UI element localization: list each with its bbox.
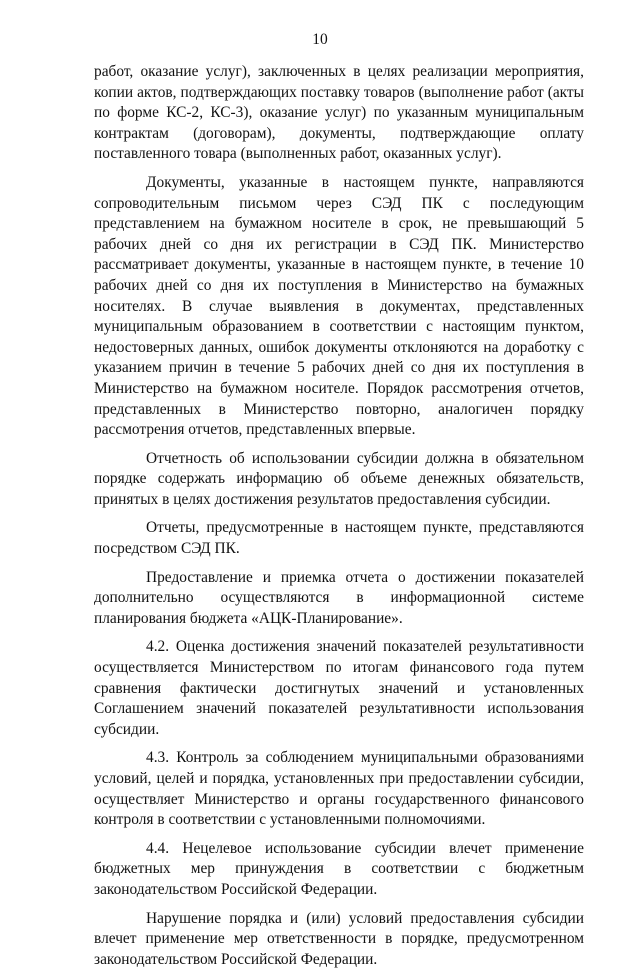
page-number: 10 <box>312 31 328 48</box>
paragraph-4-3-control: 4.3. Контроль за соблюдением муниципальными образованиями условий, целей и порядка, установленных при предоставлении субсидии, осуществляет Министерство и органы государственного финансового контроля в соответствии с установленными полномочиями. <box>94 749 584 829</box>
paragraph-4-4-misuse: 4.4. Нецелевое использование субсидии влечет применение бюджетных мер принуждения в соответствии с бюджетным законодательством Российской Федерации. <box>94 839 584 898</box>
paragraph-4-2-evaluation: 4.2. Оценка достижения значений показателей результативности осуществляется Министерством по итогам финансового года путем сравнения фактически достигнутых значений и установленных Соглашением значений показателей результативности использования субсидии. <box>94 638 584 738</box>
document-body <box>94 62 584 978</box>
paragraph-documents-submission: Документы, указанные в настоящем пункте, направляются сопроводительным письмом через СЭД ПК с последующим представлением на бумажном носителе в срок, не превышающий 5 рабочих дней со дня их регистрации в СЭД ПК. Министерство рассматривает документы, указанные в настоящем пункте, в течение 10 рабочих дней со дня их поступления в Министерство на бумажных носителях. В случае выявления в документах, представленных муниципальным образованием в соответствии с настоящим пунктом, недостоверных данных, ошибок документы отклоняются на доработку с указанием причин в течение 5 рабочих дней со дня их поступления в Министерство на бумажном носителе. Порядок рассмотрения отчетов, представленных в Министерство повторно, аналогичен порядку рассмотрения отчетов, представленных впервые. <box>94 173 584 439</box>
paragraph-reports-via-sed: Отчеты, предусмотренные в настоящем пункте, представляются посредством СЭД ПК. <box>94 519 584 558</box>
paragraph-ack-planning: Предоставление и приемка отчета о достижении показателей дополнительно осуществляются в информационной системе планирования бюджета «АЦК-Планирование». <box>94 568 584 627</box>
paragraph-continuation: работ, оказание услуг), заключенных в целях реализации мероприятия, копии актов, подтверждающих поставку товаров (выполнение работ (акты по форме КС-2, КС-3), оказание услуг) по указанным муниципальным контрактам (договорам), документы, подтверждающие оплату поставленного товара (выполненных работ, оказанных услуг). <box>94 63 584 163</box>
paragraph-reporting-content: Отчетность об использовании субсидии должна в обязательном порядке содержать информацию об объеме денежных обязательств, принятых в целях достижения результатов предоставления субсидии. <box>94 449 584 508</box>
paragraph-violation-liability: Нарушение порядка и (или) условий предоставления субсидии влечет применение мер ответственности в порядке, предусмотренном законодательством Российской Федерации. <box>94 909 584 968</box>
